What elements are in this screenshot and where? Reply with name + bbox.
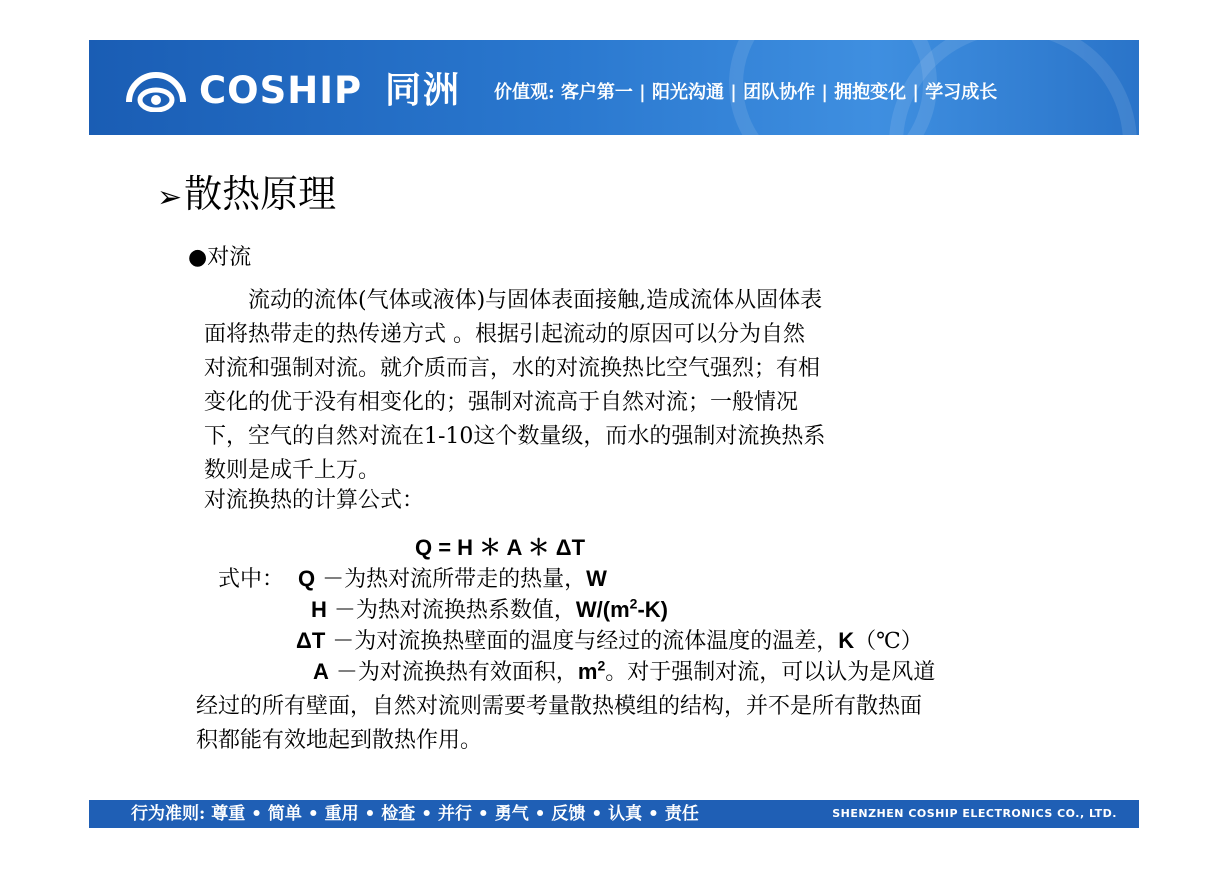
formula-label: 对流换热的计算公式：	[204, 488, 425, 513]
brand-name: COSHIP	[199, 69, 363, 112]
paragraph-line: 面将热带走的热传递方式 。根据引起流动的原因可以分为自然	[204, 322, 805, 347]
formula: Q = H ＊ A ＊ ΔT	[415, 535, 586, 560]
symbol-h: H	[311, 597, 327, 622]
brand-name-cn: 同洲	[385, 70, 462, 111]
bullet-heading-text: 对流	[207, 245, 252, 270]
unit-h-sup: 2	[629, 595, 638, 612]
unit-dt: K	[838, 628, 855, 653]
bullet-heading	[188, 243, 251, 273]
bullet-dot-icon: ●	[188, 245, 208, 270]
paragraph-line: 对流和强制对流。就介质而言，水的对流换热比空气强烈；有相	[204, 356, 821, 381]
definition-a-tail: 。对于强制对流，可以认为是风道	[605, 660, 936, 685]
slide-title-text: 散热原理	[184, 172, 337, 216]
definition-dt	[296, 626, 923, 657]
coship-logo-icon	[125, 68, 187, 112]
paragraph-line: 经过的所有壁面，自然对流则需要考量散热模组的结构，并不是所有散热面	[196, 694, 923, 719]
unit-h	[576, 597, 668, 622]
closing-paragraph	[196, 690, 922, 758]
definition-h	[311, 595, 668, 626]
definition-prefix: 式中：	[218, 567, 285, 592]
definition-a	[313, 657, 935, 688]
unit-q: W	[586, 566, 607, 591]
unit-a-sup: 2	[597, 657, 606, 674]
company-name: SHENZHEN COSHIP ELECTRONICS CO., LTD.	[832, 807, 1117, 820]
definition-h-text: －为热对流换热系数值，	[326, 598, 576, 623]
paragraph-line: 流动的流体(气体或液体)与固体表面接触,造成流体从固体表	[204, 288, 823, 313]
unit-a	[578, 659, 605, 684]
paragraph-line: 变化的优于没有相变化的；强制对流高于自然对流；一般情况	[204, 390, 799, 415]
definition-dt-text: －为对流换热壁面的温度与经过的流体温度的温差，	[325, 629, 839, 654]
header-banner	[89, 40, 1139, 135]
unit-dt-celsius: （℃）	[854, 629, 923, 654]
definition-q	[218, 564, 607, 595]
convection-paragraph	[204, 284, 964, 488]
symbol-a: A	[313, 659, 329, 684]
paragraph-line: 下，空气的自然对流在1-10这个数量级，而水的强制对流换热系	[204, 424, 826, 449]
code-of-conduct: 行为准则: 尊重 • 简单 • 重用 • 检查 • 并行 • 勇气 • 反馈 • 认真 • 责任	[131, 804, 699, 824]
definition-q-text: －为热对流所带走的热量，	[315, 567, 587, 592]
symbol-q: Q	[298, 566, 316, 591]
unit-h-rest: -K)	[637, 597, 668, 622]
paragraph-line: 数则是成千上万。	[204, 458, 381, 483]
definition-a-text: －为对流换热有效面积，	[328, 660, 578, 685]
slide-title	[157, 170, 336, 222]
arrow-icon: ➢	[157, 180, 183, 215]
unit-h-base: W/(m	[575, 597, 630, 622]
footer-banner	[89, 800, 1139, 828]
symbol-dt: ΔT	[296, 628, 326, 653]
company-values: 价值观: 客户第一 | 阳光沟通 | 团队协作 | 拥抱变化 | 学习成长	[494, 82, 998, 103]
unit-a-base: m	[577, 659, 598, 684]
paragraph-line: 积都能有效地起到散热作用。	[196, 728, 483, 753]
